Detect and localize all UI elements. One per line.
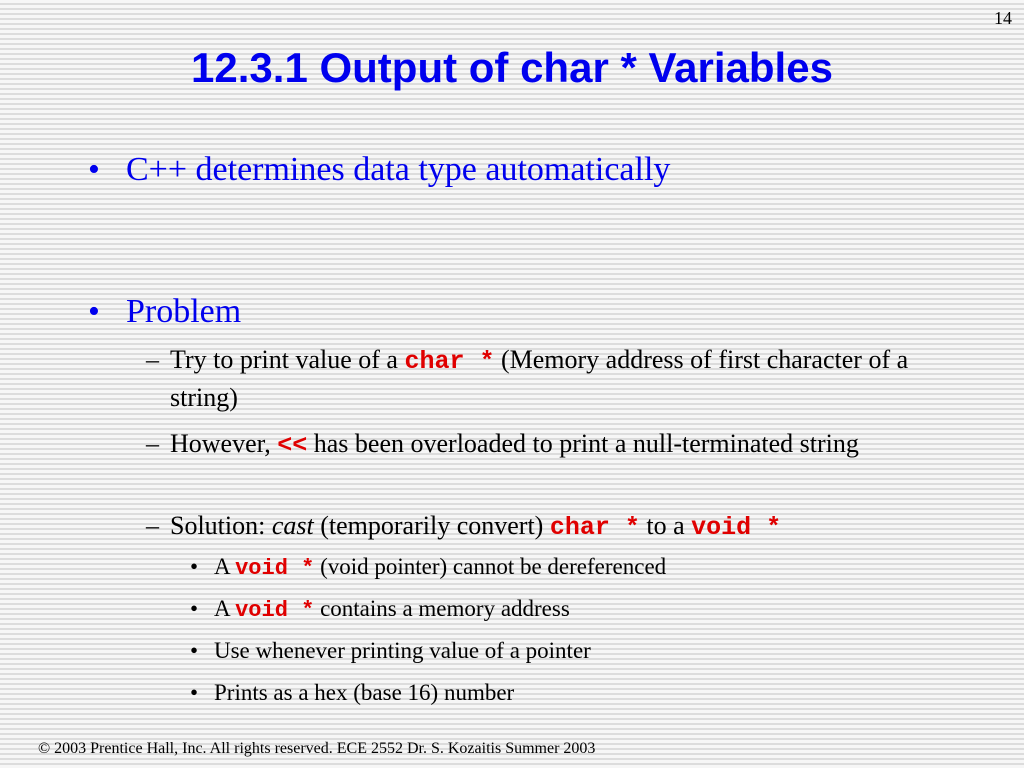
slide-number: 14 <box>994 8 1012 28</box>
sub-bullet-2 <box>146 426 926 464</box>
ss-4-text: Prints as a hex (base 16) number <box>214 680 515 705</box>
sub-sub-bullet-3 <box>190 636 950 666</box>
sub-3-emphasis: cast <box>271 511 314 540</box>
code-void-pointer: void * <box>235 598 315 623</box>
bullet-1-text: C++ determines data type automatically <box>126 151 671 188</box>
bullet-1 <box>88 150 968 190</box>
sub-3-pre: Solution: <box>170 511 272 540</box>
ss-1-post: (void pointer) cannot be dereferenced <box>314 554 667 579</box>
sub-bullet-1 <box>146 342 926 416</box>
bullet-marker: • <box>190 680 199 705</box>
footer-copyright: © 2003 Prentice Hall, Inc. All rights reserved. ECE 2552 Dr. S. Kozaitis Summer 2003 <box>38 740 596 757</box>
sub-3-mid: (temporarily convert) <box>313 511 550 540</box>
bullet-2 <box>88 292 968 332</box>
ss-2-pre: A <box>214 596 236 621</box>
sub-2-pre: However, <box>170 429 278 458</box>
sub-sub-bullet-4 <box>190 678 950 708</box>
sub-1-pre: Try to print value of a <box>170 345 405 374</box>
code-char-pointer: char * <box>549 513 640 542</box>
sub-1-post: (Memory address of first character of a string) <box>170 345 909 412</box>
slide-title: 12.3.1 Output of char * Variables <box>191 44 833 91</box>
dash-marker: – <box>146 429 159 458</box>
ss-2-post: contains a memory address <box>314 596 570 621</box>
sub-bullet-3-text <box>146 508 926 546</box>
bullet-marker: • <box>190 554 199 579</box>
code-stream-operator: << <box>277 431 308 460</box>
sub-bullet-2-text <box>146 426 926 464</box>
bullet-marker: • <box>190 596 199 621</box>
sub-3-to: to a <box>639 511 692 540</box>
bullet-2-text: Problem <box>126 293 242 330</box>
ss-3-text: Use whenever printing value of a pointer <box>214 638 591 663</box>
code-void-pointer: void * <box>235 556 315 581</box>
dash-marker: – <box>146 511 159 540</box>
sub-sub-bullet-1 <box>190 552 950 584</box>
bullet-marker: • <box>88 293 100 330</box>
bullet-marker: • <box>88 151 100 188</box>
sub-2-post: has been overloaded to print a null-terminated string <box>307 429 859 458</box>
code-void-pointer: void * <box>691 513 782 542</box>
bullet-marker: • <box>190 638 199 663</box>
dash-marker: – <box>146 345 159 374</box>
sub-bullet-3 <box>146 508 926 546</box>
ss-1-pre: A <box>214 554 236 579</box>
code-char-pointer: char * <box>404 347 495 376</box>
sub-bullet-1-text <box>146 342 926 416</box>
sub-sub-bullet-2 <box>190 594 950 626</box>
